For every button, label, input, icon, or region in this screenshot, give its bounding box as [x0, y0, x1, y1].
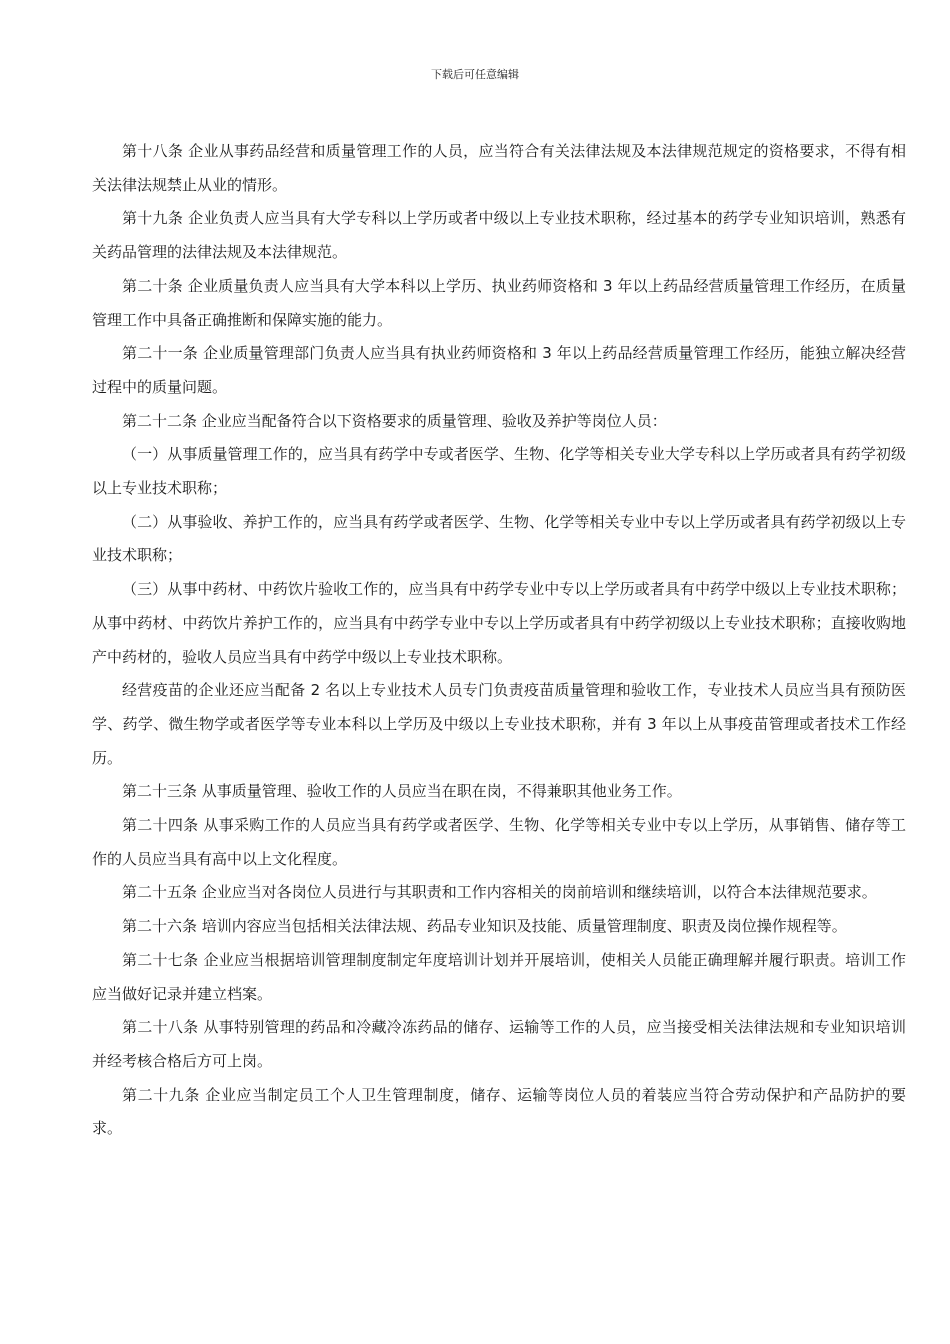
article-19: 第十九条 企业负责人应当具有大学专科以上学历或者中级以上专业技术职称，经过基本的药学专业知识培训，熟悉有关药品管理的法律法规及本法律规范。	[92, 209, 906, 262]
document-body	[92, 135, 906, 1146]
article-27: 第二十七条 企业应当根据培训管理制度制定年度培训计划并开展培训，使相关人员能正确理解并履行职责。培训工作应当做好记录并建立档案。	[92, 950, 906, 1003]
article-22-item-3: （三）从事中药材、中药饮片验收工作的，应当具有中药学专业中专以上学历或者具有中药学中级以上专业技术职称；从事中药材、中药饮片养护工作的，应当具有中药学专业中专以上学历或者具有中药学初级以上专业技术职称；直接收购地产中药材的，验收人员应当具有中药学中级以上专业技术职称。	[92, 580, 906, 666]
article-26: 第二十六条 培训内容应当包括相关法律法规、药品专业知识及技能、质量管理制度、职责及岗位操作规程等。	[122, 917, 847, 936]
vaccine-paragraph: 经营疫苗的企业还应当配备 2 名以上专业技术人员专门负责疫苗质量管理和验收工作，专业技术人员应当具有预防医学、药学、微生物学或者医学等专业本科以上学历及中级以上专业技术职称，并有 3 年以上从事疫苗管理或者技术工作经历。	[92, 681, 906, 767]
article-23: 第二十三条 从事质量管理、验收工作的人员应当在职在岗，不得兼职其他业务工作。	[122, 782, 682, 801]
article-22-item-1: （一）从事质量管理工作的，应当具有药学中专或者医学、生物、化学等相关专业大学专科以上学历或者具有药学初级以上专业技术职称；	[92, 445, 906, 498]
article-29: 第二十九条 企业应当制定员工个人卫生管理制度，储存、运输等岗位人员的着装应当符合劳动保护和产品防护的要求。	[92, 1085, 906, 1138]
page-header: 下载后可任意编辑	[431, 68, 519, 81]
article-25: 第二十五条 企业应当对各岗位人员进行与其职责和工作内容相关的岗前培训和继续培训，以符合本法律规范要求。	[122, 883, 877, 902]
article-22-item-2: （二）从事验收、养护工作的，应当具有药学或者医学、生物、化学等相关专业中专以上学历或者具有药学初级以上专业技术职称；	[92, 512, 906, 565]
article-24: 第二十四条 从事采购工作的人员应当具有药学或者医学、生物、化学等相关专业中专以上学历，从事销售、储存等工作的人员应当具有高中以上文化程度。	[92, 816, 906, 868]
article-18: 第十八条 企业从事药品经营和质量管理工作的人员，应当符合有关法律法规及本法律规范规定的资格要求，不得有相关法律法规禁止从业的情形。	[92, 142, 906, 194]
article-20: 第二十条 企业质量负责人应当具有大学本科以上学历、执业药师资格和 3 年以上药品经营质量管理工作经历，在质量管理工作中具备正确推断和保障实施的能力。	[92, 276, 906, 329]
article-21: 第二十一条 企业质量管理部门负责人应当具有执业药师资格和 3 年以上药品经营质量管理工作经历，能独立解决经营过程中的质量问题。	[92, 344, 906, 396]
article-28: 第二十八条 从事特别管理的药品和冷藏冷冻药品的储存、运输等工作的人员，应当接受相关法律法规和专业知识培训并经考核合格后方可上岗。	[92, 1018, 906, 1070]
article-22: 第二十二条 企业应当配备符合以下资格要求的质量管理、验收及养护等岗位人员：	[122, 411, 667, 430]
